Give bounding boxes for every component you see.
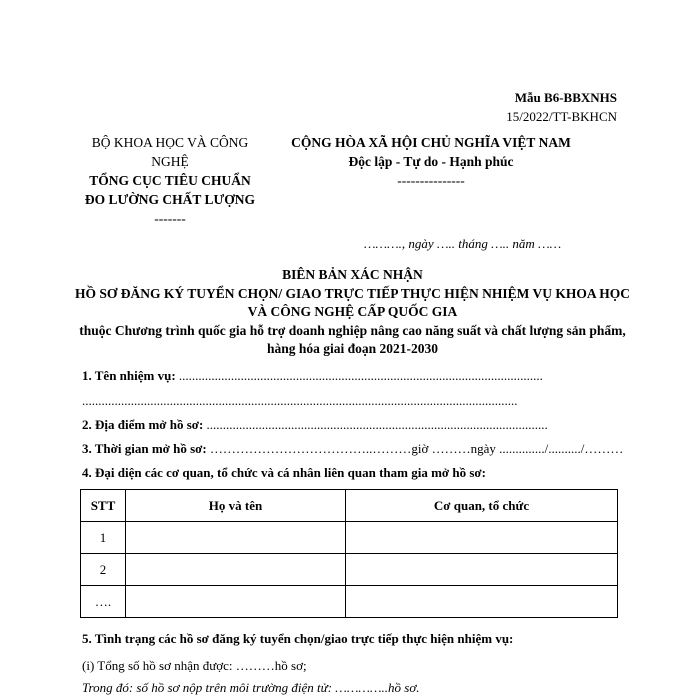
row-org-cell[interactable] (346, 522, 618, 554)
national-motto: Độc lập - Tự do - Hạnh phúc (348, 154, 514, 169)
agency-rule: ------- (154, 211, 186, 226)
row-name-cell[interactable] (126, 554, 346, 586)
table-row (81, 522, 618, 554)
row-stt: 2 (81, 554, 126, 586)
nation-name: CỘNG HÒA XÃ HỘI CHỦ NGHĨA VIỆT NAM (291, 135, 571, 150)
header-stt: STT (81, 490, 126, 522)
task-name-label: 1. Tên nhiệm vụ: (82, 368, 176, 383)
task-name-field (82, 368, 543, 384)
header-org: Cơ quan, tổ chức (346, 490, 618, 522)
title-line-2: HỒ SƠ ĐĂNG KÝ TUYỂN CHỌN/ GIAO TRỰC TIẾP THỰC HIỆN NHIỆM VỤ KHOA HỌC VÀ CÔNG NGHỆ CẤP QUỐC GIA (74, 285, 631, 319)
header-name: Họ và tên (126, 490, 346, 522)
row-stt: …. (81, 586, 126, 618)
task-name-continuation: ...................................................................................................................................... (82, 393, 518, 408)
table-row (81, 586, 618, 618)
time-label: 3. Thời gian mở hồ sơ: (82, 441, 207, 456)
circular-number: 15/2022/TT-BKHCN (506, 109, 617, 124)
date-line: ………., ngày ….. tháng ….. năm …… (364, 236, 562, 251)
issuing-agency-header (78, 133, 262, 228)
time-field (82, 441, 623, 457)
row-org-cell[interactable] (346, 586, 618, 618)
table-header-row (81, 490, 618, 522)
row-stt: 1 (81, 522, 126, 554)
document-title (70, 266, 635, 359)
electronic-dossiers-line: Trong đó: số hồ sơ nộp trên môi trường điện tử: …………..hồ sơ. (82, 680, 420, 695)
form-code: Mẫu B6-BBXNHS (514, 90, 617, 105)
row-org-cell[interactable] (346, 554, 618, 586)
time-value: ………………………………..………giờ ………ngày ............../........../……… (206, 441, 624, 456)
task-name-dots: ................................................................................................................ (175, 368, 543, 383)
title-line-3: thuộc Chương trình quốc gia hỗ trợ doanh nghiệp nâng cao năng suất và chất lượng sản phẩm, hàng hóa giai đoạn 2021-2030 (79, 322, 626, 356)
section-5-heading: 5. Tình trạng các hồ sơ đăng ký tuyển chọn/giao trực tiếp thực hiện nhiệm vụ: (82, 631, 514, 646)
row-name-cell[interactable] (126, 522, 346, 554)
representatives-table (80, 489, 618, 618)
location-label: 2. Địa điểm mở hồ sơ: (82, 417, 204, 432)
location-dots: ......................................................................................................... (203, 417, 548, 432)
motto-rule: --------------- (397, 173, 465, 188)
agency-name: TỔNG CỤC TIÊU CHUẨN ĐO LƯỜNG CHẤT LƯỢNG (84, 173, 256, 207)
representatives-heading: 4. Đại diện các cơ quan, tổ chức và cá nhân liên quan tham gia mở hồ sơ: (82, 465, 486, 480)
title-line-1: BIÊN BẢN XÁC NHẬN (282, 267, 423, 282)
national-header (272, 133, 590, 190)
total-dossiers-line: (i) Tổng số hồ sơ nhận được: ………hồ sơ; (82, 658, 307, 673)
table-row (81, 554, 618, 586)
row-name-cell[interactable] (126, 586, 346, 618)
ministry-name: BỘ KHOA HỌC VÀ CÔNG NGHỆ (91, 135, 249, 169)
location-field (82, 417, 548, 433)
